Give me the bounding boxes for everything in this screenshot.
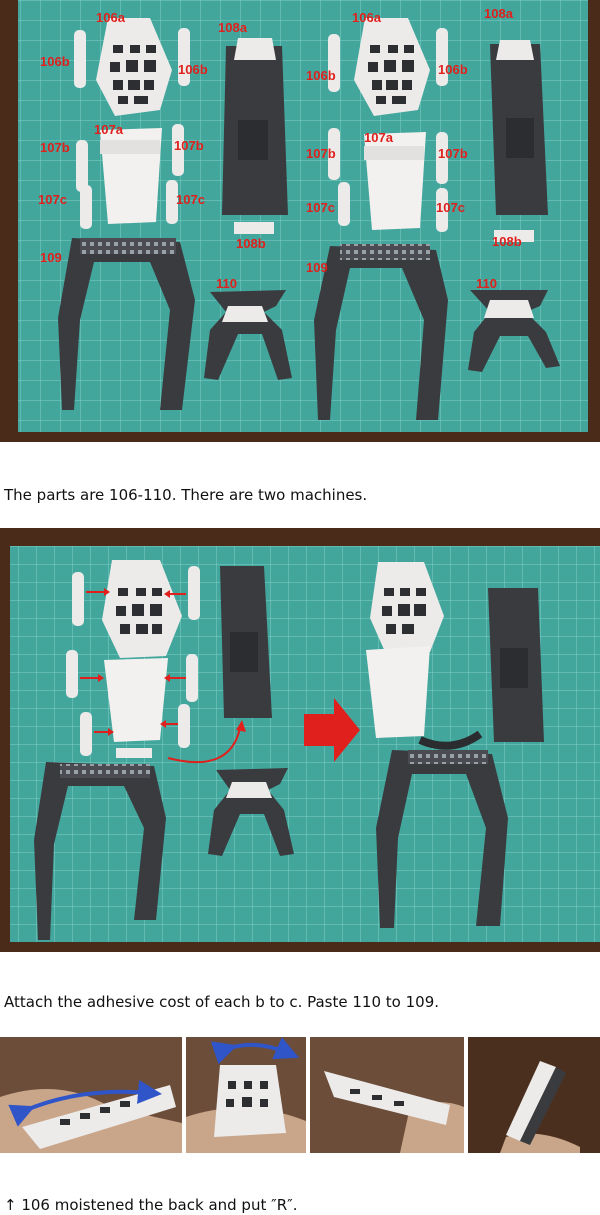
bend-panel-4 [468,1037,600,1153]
label-107c: 107c [306,200,335,215]
label-109: 109 [40,250,62,265]
label-107c: 107c [176,192,205,207]
label-107b: 107b [174,138,204,153]
bend-panel-1 [0,1037,182,1153]
assembly-photo [0,528,600,952]
label-108b: 108b [492,234,522,249]
bending-photo [0,1037,600,1153]
caption-assembly: Attach the adhesive cost of each b to c. Paste 110 to 109. [4,993,439,1011]
label-106b: 106b [40,54,70,69]
parts-photo [0,0,600,442]
part-106b [178,28,190,86]
label-110: 110 [476,276,497,291]
label-106b: 106b [178,62,208,77]
label-107c: 107c [38,192,67,207]
part-107c [80,185,92,229]
part-108b [234,222,274,234]
caption-parts: The parts are 106-110. There are two machines. [4,486,368,504]
caption-bending: ↑ 106 moistened the back and put ″R″. [4,1196,298,1214]
bend-panel-2 [186,1037,306,1153]
part-107c [338,182,350,226]
label-108a: 108a [484,6,513,21]
label-107a: 107a [364,130,393,145]
part-106b [74,30,86,88]
label-107b: 107b [306,146,336,161]
part-106b [436,28,448,86]
label-106a: 106a [352,10,381,25]
label-107b: 107b [438,146,468,161]
bend-panel-3 [310,1037,464,1153]
label-106a: 106a [96,10,125,25]
label-108b: 108b [236,236,266,251]
label-106b: 106b [306,68,336,83]
label-109: 109 [306,260,328,275]
label-106b: 106b [438,62,468,77]
label-107a: 107a [94,122,123,137]
part-107b [76,140,88,192]
label-108a: 108a [218,20,247,35]
part-106b [328,34,340,92]
label-107b: 107b [40,140,70,155]
label-110: 110 [216,276,237,291]
label-107c: 107c [436,200,465,215]
